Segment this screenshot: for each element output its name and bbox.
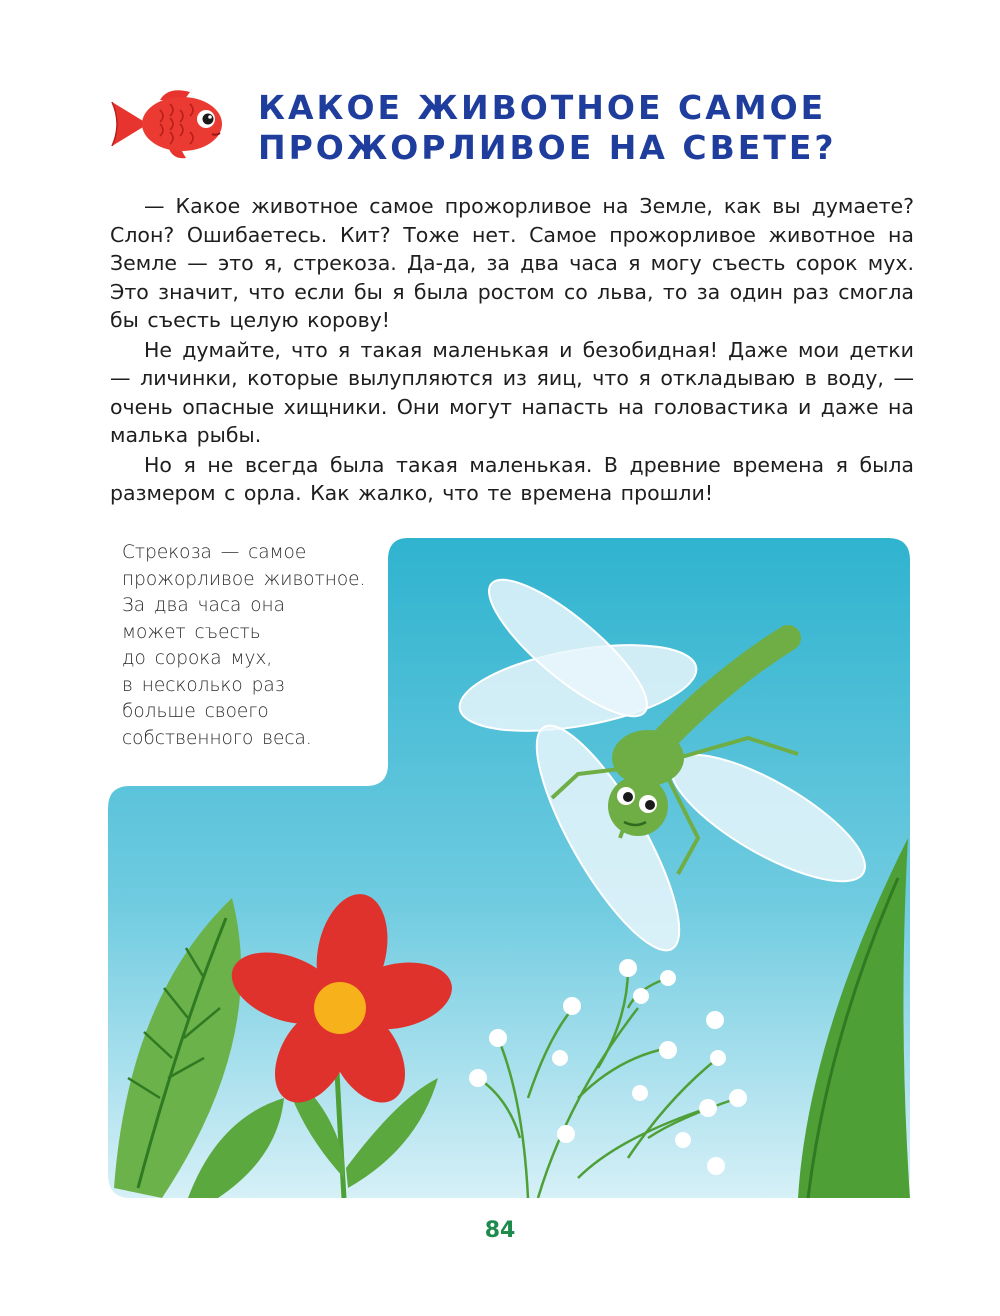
page-title xyxy=(258,88,898,168)
caption-line: Стрекоза — самое xyxy=(122,542,307,563)
title-line-2: ПРОЖОРЛИВОЕ НА СВЕТЕ? xyxy=(258,128,837,167)
paragraph-1: — Какое животное самое прожорливое на Земле, как вы думаете? Слон? Ошибаетесь. Кит? Тоже нет. Самое прожорливое животное на Земле — это я, стрекоза. Да-да, за два часа я могу съесть сорок мух. Это значит, что если бы я была ростом со льва, то за один раз смогла бы съесть целую корову! xyxy=(110,194,914,332)
caption-line: может съесть xyxy=(122,621,261,643)
caption-line: За два часа она xyxy=(122,595,285,616)
page-number: 84 xyxy=(484,1218,516,1243)
caption-line: в несколько раз xyxy=(122,674,285,696)
paragraph-3: Но я не всегда была такая маленькая. В древние времена я была размером с орла. Как жалко, что те времена прошли! xyxy=(110,452,914,505)
illustration-caption xyxy=(122,540,384,752)
story-text xyxy=(110,192,914,509)
title-line-1: КАКОЕ ЖИВОТНОЕ САМОЕ xyxy=(258,88,827,127)
caption-line: собственного веса. xyxy=(122,727,312,749)
caption-line: до сорока мух, xyxy=(122,648,273,669)
caption-line: прожорливое животное. xyxy=(122,568,366,590)
paragraph-2: Не думайте, что я такая маленькая и безобидная! Даже мои детки — личинки, которые вылупляются из яиц, что я откладываю в воду, — очень опасные хищники. Они могут напасть на головастика и даже на малька рыбы. xyxy=(110,337,914,447)
caption-line: больше своего xyxy=(122,701,269,722)
fish-icon xyxy=(108,84,226,164)
